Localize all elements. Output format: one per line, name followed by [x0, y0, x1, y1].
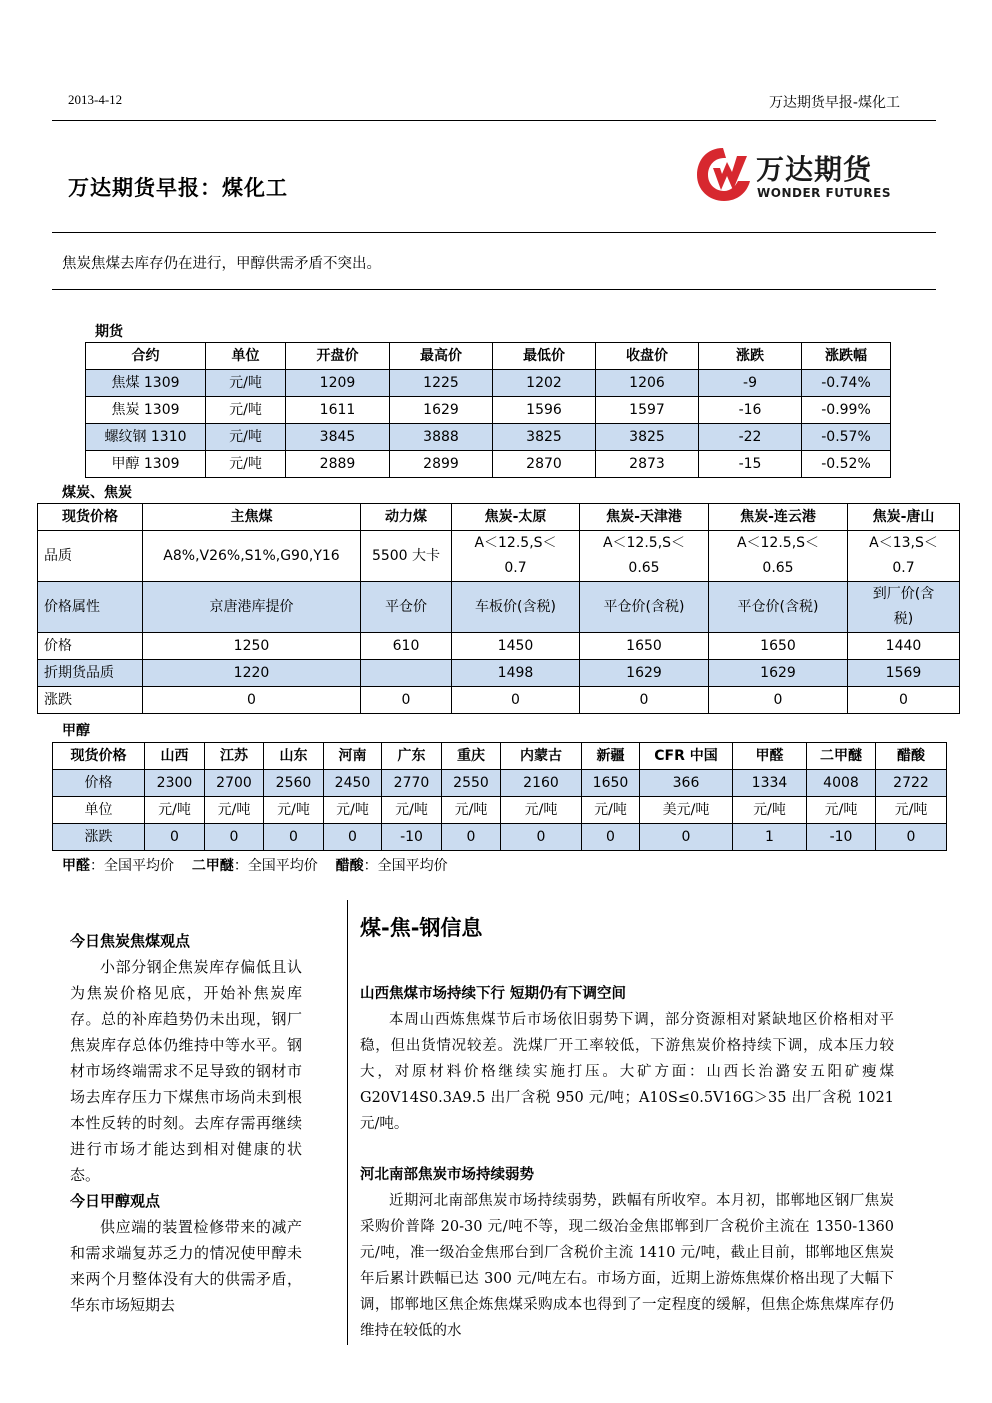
- column-header: 最高价: [390, 343, 493, 370]
- table-cell: 元/吨: [206, 370, 286, 397]
- table-row: [86, 370, 891, 397]
- coal-table: [37, 503, 960, 714]
- table-header-row: [38, 504, 960, 531]
- column-header: 涨跌幅: [802, 343, 891, 370]
- table-cell: 0: [501, 824, 582, 851]
- column-header: 焦炭-太原: [452, 504, 580, 531]
- table-cell: 0: [582, 824, 640, 851]
- table-cell: 3845: [286, 424, 390, 451]
- table-row: [38, 660, 960, 687]
- table-cell: 京唐港库提价: [143, 582, 361, 633]
- table-row: [86, 397, 891, 424]
- column-header: 重庆: [442, 743, 501, 770]
- note-key: 醋酸: [335, 858, 364, 874]
- coke-view-heading: 今日焦炭焦煤观点: [70, 932, 191, 950]
- table-cell: 平仓价(含税): [709, 582, 848, 633]
- table-cell: 甲醇 1309: [86, 451, 206, 478]
- page-title: 万达期货早报：煤化工: [68, 176, 288, 200]
- column-header: 新疆: [582, 743, 640, 770]
- header-rule: [52, 120, 936, 121]
- methanol-table: [52, 742, 947, 851]
- table-row: [53, 770, 947, 797]
- table-cell: 元/吨: [733, 797, 807, 824]
- row-label: 价格: [53, 770, 145, 797]
- table-cell: 0: [452, 687, 580, 714]
- table-cell: 0: [145, 824, 205, 851]
- table-cell: 元/吨: [324, 797, 382, 824]
- table-cell: 元/吨: [205, 797, 264, 824]
- table-cell: 2560: [264, 770, 324, 797]
- table-cell: [848, 531, 960, 582]
- column-header: 开盘价: [286, 343, 390, 370]
- table-row: [38, 687, 960, 714]
- article-body: 本周山西炼焦煤节后市场依旧弱势下调，部分资源相对紧缺地区价格相对平稳，但出货情况较差。洗煤厂开工率较低，下游焦炭价格持续下调，成本压力较大，对原材料价格继续实施打压。大矿方面：山西长治潞安五阳矿瘦煤 G20V14S0.3A9.5 出厂含税 950 元/吨；A10S≤0.5V16G＞35 出厂含税 1021 元/吨。: [360, 1012, 894, 1132]
- table-cell: 0: [324, 824, 382, 851]
- column-header: 河南: [324, 743, 382, 770]
- column-header: 现货价格: [38, 504, 143, 531]
- cell-line: 到厂价(含: [872, 586, 935, 602]
- table-cell: -0.99%: [802, 397, 891, 424]
- table-cell: 1209: [286, 370, 390, 397]
- article-body: 近期河北南部焦炭市场持续弱势，跌幅有所收窄。本月初，邯郸地区钢厂焦炭采购价普降 20-30 元/吨不等，现二级冶金焦邯郸到厂含税价主流在 1350-1360 元/吨，准一级冶金焦邢台到厂含税价主流 1410 元/吨，截止目前，邯郸地区焦炭年后累计跌幅已达 300 元/吨左右。市场方面，近期上游炼焦煤价格出现了大幅下调，邯郸地区焦企炼焦煤采购成本也得到了一定程度的缓解，但焦企炼焦煤库存仍维持在较低的水: [360, 1193, 894, 1339]
- table-cell: 0: [205, 824, 264, 851]
- methanol-label: 甲醇: [62, 723, 90, 739]
- table-cell: -15: [699, 451, 802, 478]
- table-cell: 2700: [205, 770, 264, 797]
- table-cell: 2450: [324, 770, 382, 797]
- table-cell: 2300: [145, 770, 205, 797]
- table-cell: 元/吨: [264, 797, 324, 824]
- header-title: 万达期货早报-煤化工: [768, 95, 900, 111]
- table-cell: 0: [143, 687, 361, 714]
- column-header: 内蒙古: [501, 743, 582, 770]
- column-header: 山东: [264, 743, 324, 770]
- table-cell: 1650: [580, 633, 709, 660]
- table-cell: 1220: [143, 660, 361, 687]
- table-cell: 2873: [596, 451, 699, 478]
- table-cell: -9: [699, 370, 802, 397]
- row-label: 品质: [38, 531, 143, 582]
- column-header: 涨跌: [699, 343, 802, 370]
- table-cell: 美元/吨: [640, 797, 733, 824]
- column-header: 主焦煤: [143, 504, 361, 531]
- table-cell: 3825: [596, 424, 699, 451]
- table-cell: 2870: [493, 451, 596, 478]
- column-header: 山西: [145, 743, 205, 770]
- coke-view-text: 小部分钢企焦炭库存偏低且认为焦炭价格见底，开始补焦炭库存。总的补库趋势仍未出现，钢厂焦炭库存总体仍维持中等水平。钢材市场终端需求不足导致的钢材市场去库存压力下煤焦市场尚未到根本性反转的时刻。去库存需再继续进行市场才能达到相对健康的状态。: [70, 958, 302, 1184]
- table-row: [86, 424, 891, 451]
- table-cell: -10: [382, 824, 442, 851]
- table-cell: 1250: [143, 633, 361, 660]
- report-date: 2013-4-12: [68, 92, 123, 107]
- table-cell: 1596: [493, 397, 596, 424]
- table-cell: 4008: [807, 770, 876, 797]
- table-cell: 元/吨: [206, 397, 286, 424]
- table-cell: 0: [848, 687, 960, 714]
- news-section-title: 煤-焦-钢信息: [360, 916, 483, 940]
- table-cell: 1611: [286, 397, 390, 424]
- table-cell: 元/吨: [382, 797, 442, 824]
- table-cell: -0.57%: [802, 424, 891, 451]
- table-cell: 2899: [390, 451, 493, 478]
- column-header: 焦炭-唐山: [848, 504, 960, 531]
- table-row-quality: [38, 531, 960, 582]
- row-label: 涨跌: [53, 824, 145, 851]
- column-header: 醋酸: [876, 743, 947, 770]
- table-cell: 610: [361, 633, 452, 660]
- table-cell: 焦炭 1309: [86, 397, 206, 424]
- table-cell: [848, 582, 960, 633]
- table-cell: 1225: [390, 370, 493, 397]
- table-row: [53, 824, 947, 851]
- table-cell: 366: [640, 770, 733, 797]
- row-label: 折期货品质: [38, 660, 143, 687]
- cell-line: 0.7: [504, 560, 527, 576]
- row-label: 价格属性: [38, 582, 143, 633]
- logo-english-name: WONDER FUTURES: [757, 186, 892, 200]
- table-cell: 2722: [876, 770, 947, 797]
- table-cell: 车板价(含税): [452, 582, 580, 633]
- summary-rule: [52, 289, 936, 290]
- table-cell: 1629: [709, 660, 848, 687]
- column-header: 焦炭-连云港: [709, 504, 848, 531]
- table-cell: 0: [709, 687, 848, 714]
- table-cell: 元/吨: [206, 451, 286, 478]
- table-cell: [709, 531, 848, 582]
- table-cell: 元/吨: [876, 797, 947, 824]
- table-cell: 1597: [596, 397, 699, 424]
- left-column: [70, 928, 302, 1318]
- methanol-view-heading: 今日甲醇观点: [70, 1192, 161, 1210]
- row-label: 价格: [38, 633, 143, 660]
- table-cell: 1569: [848, 660, 960, 687]
- futures-label: 期货: [95, 324, 123, 340]
- table-cell: 1650: [582, 770, 640, 797]
- table-cell: 元/吨: [807, 797, 876, 824]
- column-header: 单位: [206, 343, 286, 370]
- table-cell: -0.74%: [802, 370, 891, 397]
- table-cell: 1440: [848, 633, 960, 660]
- table-cell: 3825: [493, 424, 596, 451]
- table-cell: 0: [442, 824, 501, 851]
- table-cell: -16: [699, 397, 802, 424]
- note-key: 二甲醚: [191, 858, 234, 874]
- column-divider: [347, 900, 348, 1345]
- table-row: [86, 451, 891, 478]
- note-key: 甲醛: [62, 858, 90, 874]
- table-row: [38, 633, 960, 660]
- column-header: 江苏: [205, 743, 264, 770]
- row-label: 涨跌: [38, 687, 143, 714]
- cell-line: A＜12.5,S＜: [602, 535, 686, 551]
- table-cell: 1498: [452, 660, 580, 687]
- note-value: 全国平均价: [247, 858, 318, 874]
- column-header: 焦炭-天津港: [580, 504, 709, 531]
- table-cell: 2889: [286, 451, 390, 478]
- table-cell: 1629: [390, 397, 493, 424]
- cell-line: 0.65: [762, 560, 794, 576]
- column-header: CFR 中国: [640, 743, 733, 770]
- table-cell: [361, 660, 452, 687]
- table-cell: 1334: [733, 770, 807, 797]
- table-cell: A8%,V26%,S1%,G90,Y16: [143, 531, 361, 582]
- table-row-price-attr: [38, 582, 960, 633]
- row-label: 单位: [53, 797, 145, 824]
- table-header-row: [86, 343, 891, 370]
- table-cell: 1650: [709, 633, 848, 660]
- table-cell: 平仓价: [361, 582, 452, 633]
- table-header-row: [53, 743, 947, 770]
- table-cell: 元/吨: [206, 424, 286, 451]
- table-cell: 0: [876, 824, 947, 851]
- table-cell: 1202: [493, 370, 596, 397]
- column-header: 动力煤: [361, 504, 452, 531]
- table-cell: 螺纹钢 1310: [86, 424, 206, 451]
- table-cell: 2770: [382, 770, 442, 797]
- cell-line: 0.7: [892, 560, 915, 576]
- table-cell: 1629: [580, 660, 709, 687]
- column-header: 最低价: [493, 343, 596, 370]
- cell-line: A＜13,S＜: [869, 535, 938, 551]
- column-header: 甲醛: [733, 743, 807, 770]
- cell-line: 0.65: [628, 560, 660, 576]
- note-value: 全国平均价: [104, 858, 174, 874]
- methanol-view-text: 供应端的装置检修带来的减产和需求端复苏乏力的情况使甲醇未来两个月整体没有大的供需矛盾，华东市场短期去: [70, 1218, 302, 1314]
- table-cell: 元/吨: [501, 797, 582, 824]
- table-cell: 0: [640, 824, 733, 851]
- table-cell: 0: [361, 687, 452, 714]
- column-header: 收盘价: [596, 343, 699, 370]
- column-header: 合约: [86, 343, 206, 370]
- table-cell: 3888: [390, 424, 493, 451]
- logo-chinese-name: 万达期货: [756, 153, 873, 186]
- table-cell: -10: [807, 824, 876, 851]
- column-header: 现货价格: [53, 743, 145, 770]
- table-cell: 元/吨: [582, 797, 640, 824]
- article-heading: 河北南部焦炭市场持续弱势: [360, 1167, 534, 1183]
- table-cell: -22: [699, 424, 802, 451]
- table-cell: 平仓价(含税): [580, 582, 709, 633]
- summary-text: 焦炭焦煤去库存仍在进行，甲醇供需矛盾不突出。: [62, 256, 381, 272]
- coal-label: 煤炭、焦炭: [62, 485, 132, 501]
- methanol-notes: 甲醛：全国平均价 二甲醚：全国平均价 醋酸：全国平均价: [62, 858, 448, 874]
- table-cell: 元/吨: [442, 797, 501, 824]
- table-cell: 2550: [442, 770, 501, 797]
- cell-line: 税): [893, 611, 914, 627]
- column-header: 广东: [382, 743, 442, 770]
- cell-line: A＜12.5,S＜: [736, 535, 820, 551]
- column-header: 二甲醚: [807, 743, 876, 770]
- company-logo: [693, 144, 903, 206]
- table-row: [53, 797, 947, 824]
- table-cell: 1206: [596, 370, 699, 397]
- table-cell: 1: [733, 824, 807, 851]
- table-cell: 2160: [501, 770, 582, 797]
- futures-table: [85, 342, 891, 478]
- article-shanxi: [360, 981, 894, 1137]
- table-cell: 焦煤 1309: [86, 370, 206, 397]
- table-cell: 0: [264, 824, 324, 851]
- table-cell: -0.52%: [802, 451, 891, 478]
- table-cell: [580, 531, 709, 582]
- table-cell: 5500 大卡: [361, 531, 452, 582]
- article-hebei: [360, 1162, 894, 1344]
- note-value: 全国平均价: [377, 858, 448, 874]
- table-cell: [452, 531, 580, 582]
- cell-line: A＜12.5,S＜: [474, 535, 557, 551]
- table-cell: 元/吨: [145, 797, 205, 824]
- title-rule: [52, 232, 936, 233]
- article-heading: 山西焦煤市场持续下行 短期仍有下调空间: [360, 986, 627, 1002]
- table-cell: 0: [580, 687, 709, 714]
- wonder-logo-icon: [693, 144, 753, 204]
- table-cell: 1450: [452, 633, 580, 660]
